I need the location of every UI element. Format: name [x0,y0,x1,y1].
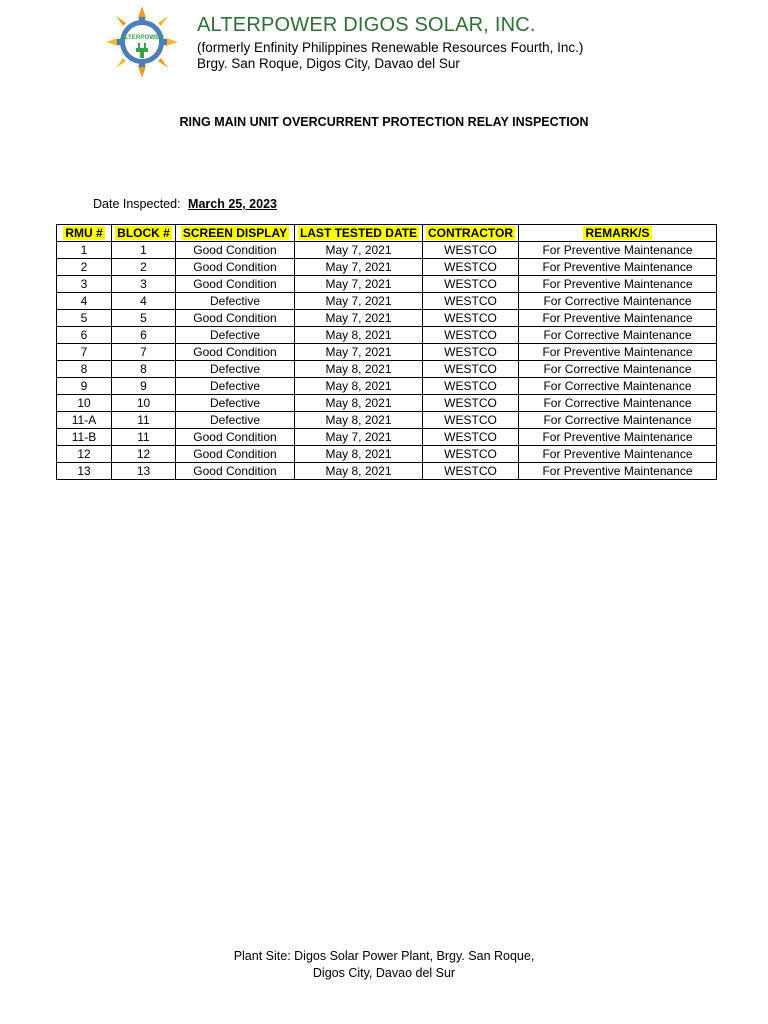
cell-block: 4 [112,293,176,310]
cell-last-tested-date: May 7, 2021 [295,276,423,293]
header-block: BLOCK # [112,225,176,242]
company-formerly: (formerly Enfinity Philippines Renewable Resources Fourth, Inc.) [197,40,584,55]
cell-remarks: For Corrective Maintenance [519,293,717,310]
company-address: Brgy. San Roque, Digos City, Davao del Sur [197,56,460,71]
cell-screen-display: Good Condition [176,446,295,463]
table-row [57,412,717,429]
header-remarks: REMARK/S [519,225,717,242]
cell-rmu: 3 [57,276,112,293]
header-screen-display: SCREEN DISPLAY [176,225,295,242]
table-row [57,293,717,310]
cell-last-tested-date: May 7, 2021 [295,344,423,361]
date-inspected-label: Date Inspected: [93,197,181,211]
cell-contractor: WESTCO [423,395,519,412]
cell-screen-display: Defective [176,361,295,378]
footer-line-2: Digos City, Davao del Sur [312,966,456,980]
cell-screen-display: Good Condition [176,310,295,327]
footer [0,948,768,982]
cell-last-tested-date: May 8, 2021 [295,327,423,344]
cell-contractor: WESTCO [423,293,519,310]
footer-line-1: Plant Site: Digos Solar Power Plant, Brgy. San Roque, [233,949,535,963]
cell-rmu: 11-B [57,429,112,446]
cell-rmu: 2 [57,259,112,276]
cell-rmu: 4 [57,293,112,310]
cell-contractor: WESTCO [423,327,519,344]
cell-remarks: For Corrective Maintenance [519,327,717,344]
cell-last-tested-date: May 7, 2021 [295,429,423,446]
cell-contractor: WESTCO [423,276,519,293]
cell-screen-display: Good Condition [176,259,295,276]
header-rmu: RMU # [57,225,112,242]
logo-wordmark: ALTERPOWER [120,34,164,41]
cell-block: 6 [112,327,176,344]
cell-last-tested-date: May 7, 2021 [295,259,423,276]
cell-rmu: 13 [57,463,112,480]
cell-block: 8 [112,361,176,378]
inspection-table [56,224,717,480]
cell-block: 10 [112,395,176,412]
cell-remarks: For Corrective Maintenance [519,395,717,412]
cell-last-tested-date: May 8, 2021 [295,361,423,378]
cell-screen-display: Defective [176,293,295,310]
cell-remarks: For Preventive Maintenance [519,242,717,259]
cell-last-tested-date: May 7, 2021 [295,293,423,310]
header-contractor: CONTRACTOR [423,225,519,242]
cell-contractor: WESTCO [423,378,519,395]
cell-remarks: For Corrective Maintenance [519,361,717,378]
cell-contractor: WESTCO [423,361,519,378]
company-logo [106,6,178,78]
cell-screen-display: Good Condition [176,276,295,293]
cell-rmu: 5 [57,310,112,327]
table-row [57,429,717,446]
cell-contractor: WESTCO [423,412,519,429]
cell-contractor: WESTCO [423,310,519,327]
cell-block: 1 [112,242,176,259]
cell-remarks: For Preventive Maintenance [519,463,717,480]
cell-contractor: WESTCO [423,242,519,259]
cell-block: 7 [112,344,176,361]
date-inspected [93,197,277,211]
cell-last-tested-date: May 7, 2021 [295,310,423,327]
cell-screen-display: Good Condition [176,429,295,446]
cell-block: 11 [112,412,176,429]
cell-block: 12 [112,446,176,463]
cell-screen-display: Good Condition [176,242,295,259]
cell-contractor: WESTCO [423,259,519,276]
cell-last-tested-date: May 8, 2021 [295,463,423,480]
table-row [57,446,717,463]
cell-block: 9 [112,378,176,395]
cell-remarks: For Preventive Maintenance [519,276,717,293]
cell-rmu: 6 [57,327,112,344]
cell-rmu: 8 [57,361,112,378]
cell-block: 5 [112,310,176,327]
cell-rmu: 11-A [57,412,112,429]
cell-last-tested-date: May 8, 2021 [295,378,423,395]
cell-screen-display: Defective [176,378,295,395]
cell-screen-display: Defective [176,412,295,429]
cell-last-tested-date: May 8, 2021 [295,412,423,429]
cell-remarks: For Preventive Maintenance [519,344,717,361]
cell-block: 11 [112,429,176,446]
cell-remarks: For Corrective Maintenance [519,412,717,429]
cell-contractor: WESTCO [423,446,519,463]
table-row [57,259,717,276]
cell-last-tested-date: May 7, 2021 [295,242,423,259]
cell-screen-display: Defective [176,327,295,344]
table-row [57,463,717,480]
table-row [57,327,717,344]
cell-screen-display: Good Condition [176,463,295,480]
cell-rmu: 1 [57,242,112,259]
cell-remarks: For Preventive Maintenance [519,429,717,446]
table-row [57,378,717,395]
cell-last-tested-date: May 8, 2021 [295,446,423,463]
table-body [57,242,717,480]
cell-screen-display: Defective [176,395,295,412]
table-row [57,276,717,293]
cell-remarks: For Preventive Maintenance [519,446,717,463]
date-inspected-value: March 25, 2023 [188,197,277,211]
cell-rmu: 9 [57,378,112,395]
cell-remarks: For Corrective Maintenance [519,378,717,395]
header-last-tested-date: LAST TESTED DATE [295,225,423,242]
cell-remarks: For Preventive Maintenance [519,310,717,327]
table-row [57,361,717,378]
document-title: RING MAIN UNIT OVERCURRENT PROTECTION RELAY INSPECTION [179,115,589,129]
cell-remarks: For Preventive Maintenance [519,259,717,276]
cell-rmu: 10 [57,395,112,412]
table-row [57,344,717,361]
table-row [57,395,717,412]
cell-block: 13 [112,463,176,480]
cell-rmu: 12 [57,446,112,463]
table-row [57,242,717,259]
cell-contractor: WESTCO [423,429,519,446]
cell-contractor: WESTCO [423,344,519,361]
table-header-row [57,225,717,242]
table-row [57,310,717,327]
cell-last-tested-date: May 8, 2021 [295,395,423,412]
cell-rmu: 7 [57,344,112,361]
cell-screen-display: Good Condition [176,344,295,361]
cell-block: 3 [112,276,176,293]
company-name: ALTERPOWER DIGOS SOLAR, INC. [197,14,536,36]
cell-contractor: WESTCO [423,463,519,480]
cell-block: 2 [112,259,176,276]
